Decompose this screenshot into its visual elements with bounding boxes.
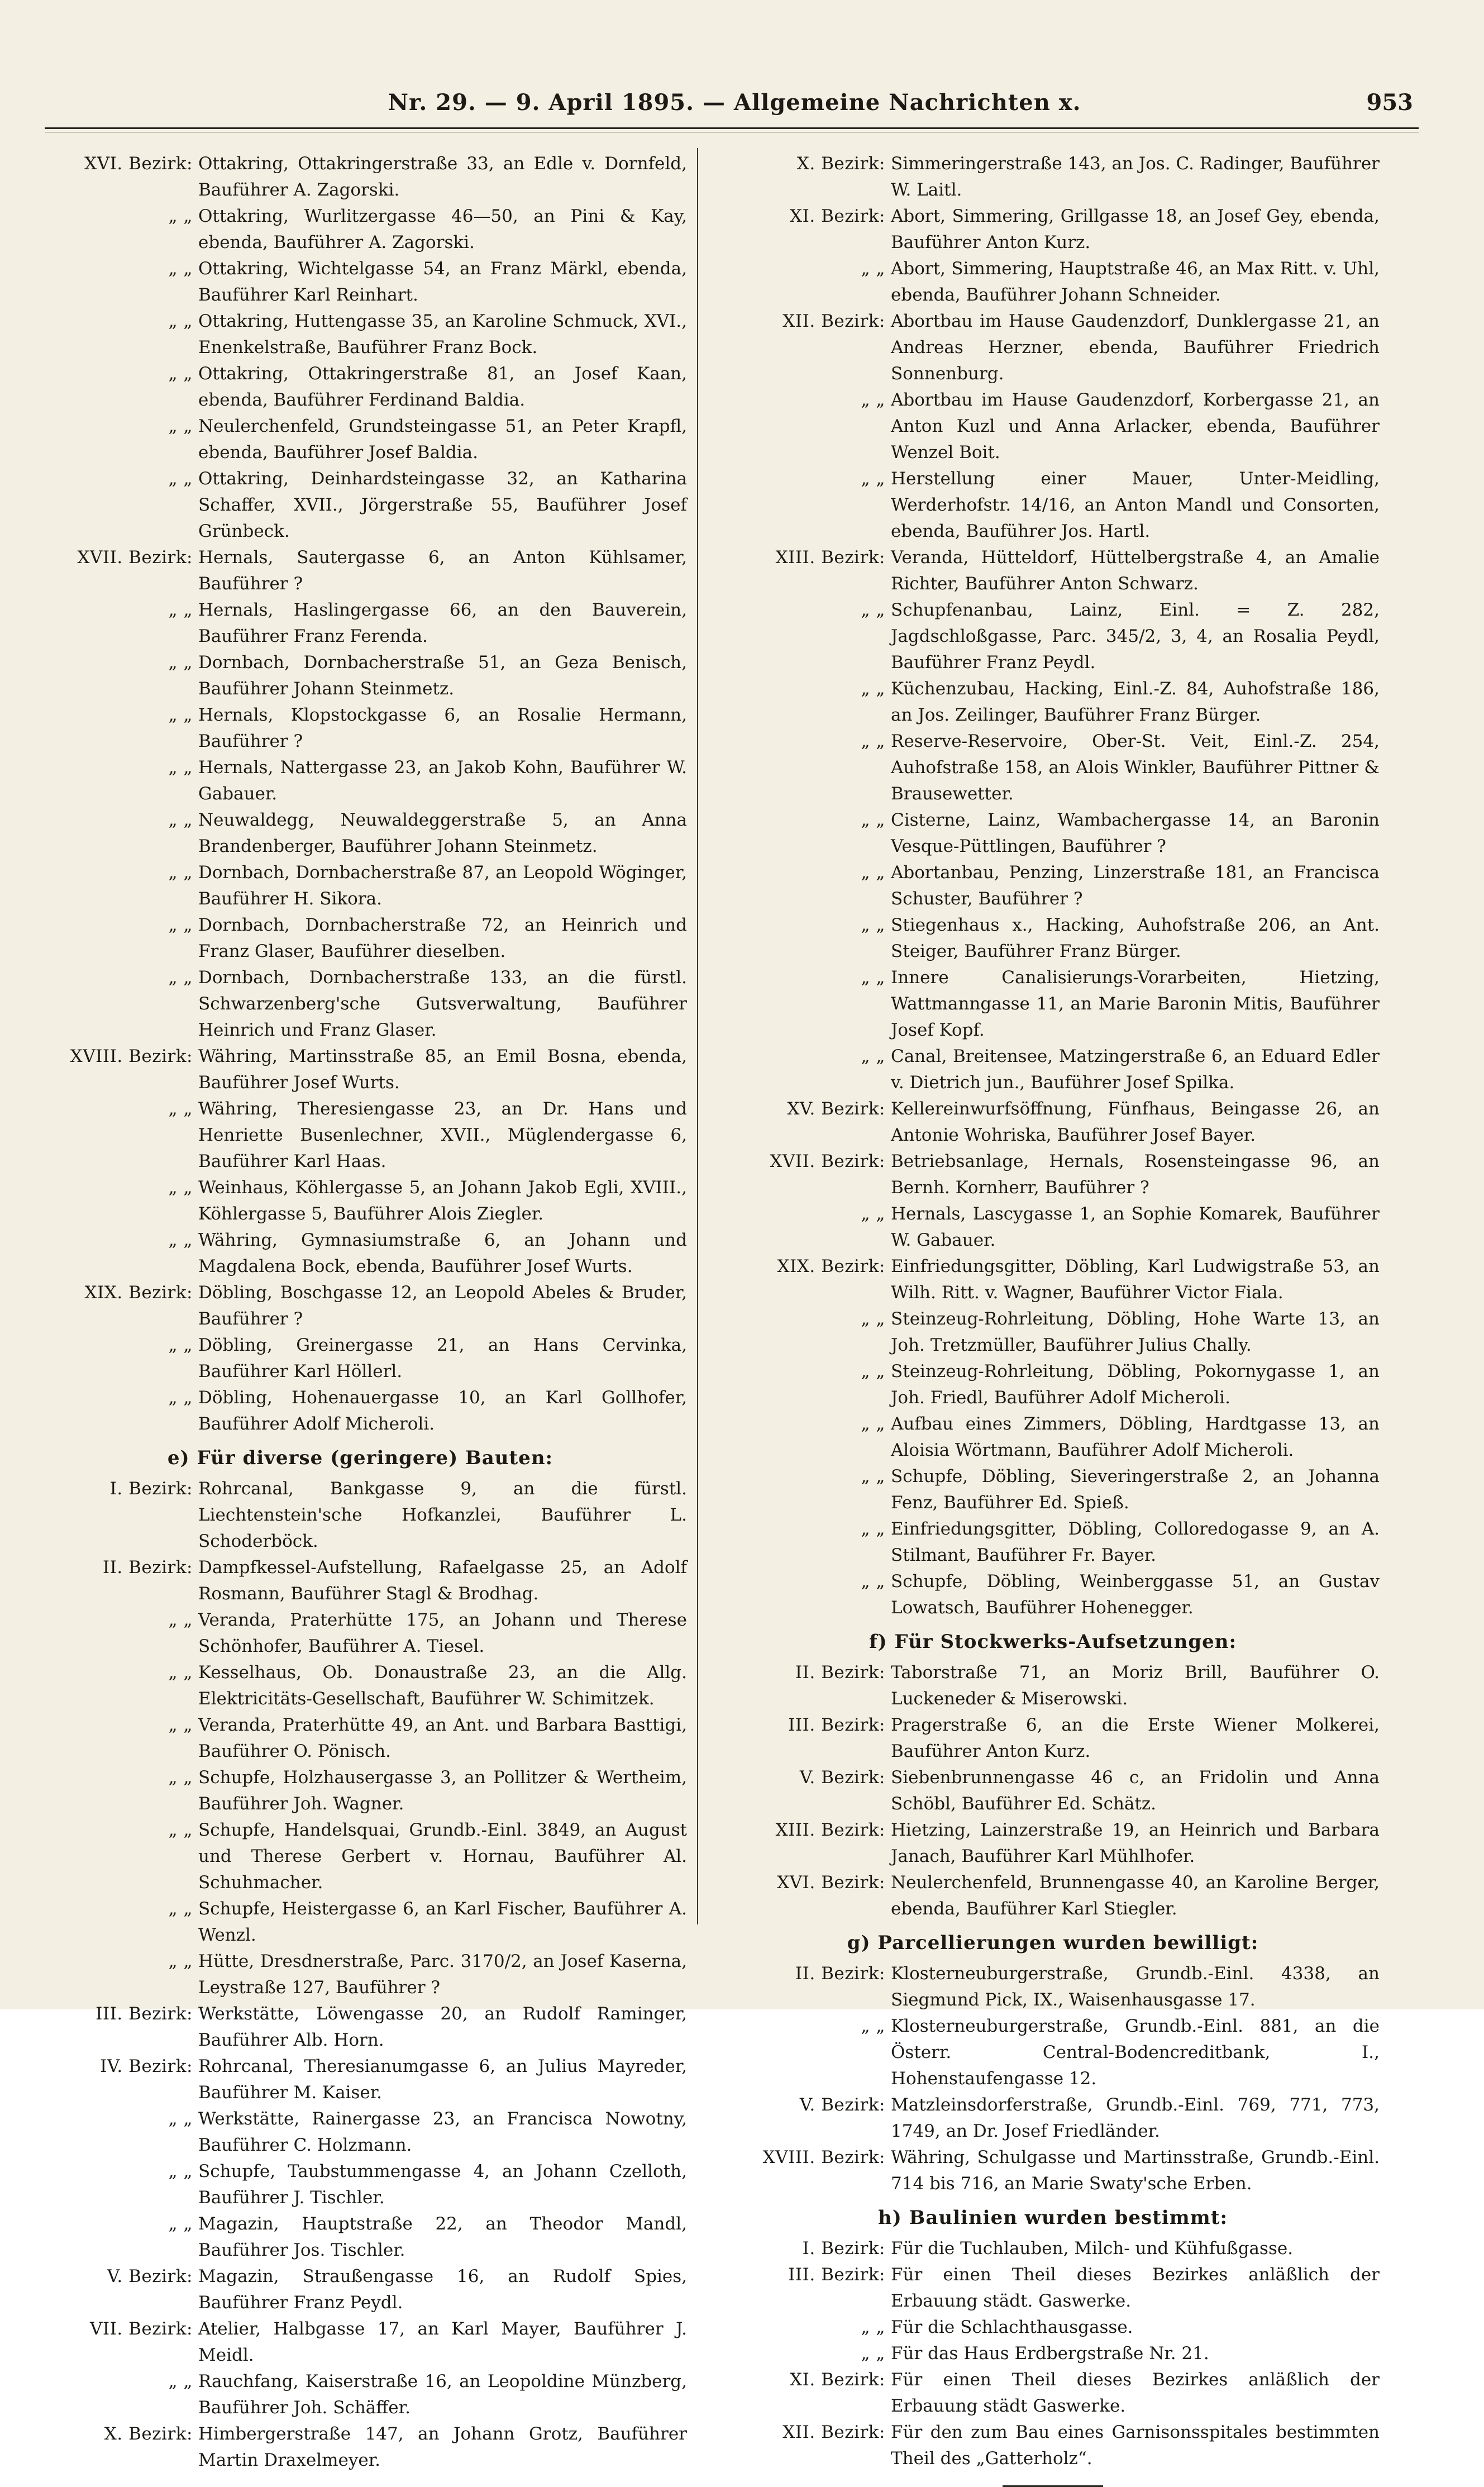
permit-entry bbox=[726, 860, 1380, 912]
entry-text: Schupfenanbau, Lainz, Einl. = Z. 282, Jagdschloßgasse, Parc. 345/2, 3, 4, an Rosalia Peydl, Bauführer Franz Peydl. bbox=[891, 600, 1380, 673]
permit-entry bbox=[726, 1817, 1380, 1870]
entry-text: Ottakring, Ottakringerstraße 81, an Josef Kaan, ebenda, Bauführer Ferdinand Baldia. bbox=[198, 364, 687, 410]
district-label: „ „ bbox=[168, 1388, 193, 1408]
permit-entry bbox=[726, 1660, 1380, 1712]
permit-entry bbox=[34, 755, 687, 807]
district-label: „ „ bbox=[861, 2343, 885, 2364]
entry-text: Hernals, Lascygasse 1, an Sophie Komarek, Bauführer W. Gabauer. bbox=[891, 1204, 1380, 1250]
entry-text: Abort, Simmering, Grillgasse 18, an Josef Gey, ebenda, Bauführer Anton Kurz. bbox=[891, 206, 1380, 252]
district-label: „ „ bbox=[861, 1309, 885, 1329]
entry-text: Schupfe, Döbling, Weinberggasse 51, an Gustav Lowatsch, Bauführer Hohenegger. bbox=[891, 1571, 1380, 1618]
district-label: XVII. Bezirk: bbox=[770, 1151, 885, 1171]
entry-text: Rohrcanal, Theresianumgasse 6, an Julius Mayreder, Bauführer M. Kaiser. bbox=[198, 2056, 687, 2103]
district-label: „ „ bbox=[861, 1466, 885, 1487]
entry-text: Magazin, Straußengasse 16, an Rudolf Spies, Bauführer Franz Peydl. bbox=[198, 2266, 687, 2313]
page-number: 953 bbox=[1366, 89, 1413, 116]
district-label: „ „ bbox=[168, 1715, 193, 1735]
district-label: „ „ bbox=[168, 259, 193, 279]
permit-entry bbox=[34, 650, 687, 702]
entry-text: Kesselhaus, Ob. Donaustraße 23, an die Allg. Elektricitäts-Gesellschaft, Bauführer W. Schimitzek. bbox=[198, 1662, 687, 1709]
entry-text: Kellereinwurfsöffnung, Fünfhaus, Beingasse 26, an Antonie Wohriska, Bauführer Josef Bayer. bbox=[891, 1099, 1380, 1145]
entry-text: Ottakring, Wichtelgasse 54, an Franz Märkl, ebenda, Bauführer Karl Reinhart. bbox=[198, 259, 687, 305]
left-column bbox=[34, 151, 687, 2474]
permit-entry bbox=[726, 1149, 1380, 1201]
entry-text: Atelier, Halbgasse 17, an Karl Mayer, Bauführer J. Meidl. bbox=[198, 2319, 687, 2365]
column-divider bbox=[697, 148, 698, 1924]
district-label: XII. Bezirk: bbox=[782, 2422, 885, 2442]
entry-text: Für einen Theil dieses Bezirkes anläßlich der Erbauung städt Gaswerke. bbox=[891, 2370, 1380, 2416]
district-label: „ „ bbox=[861, 731, 885, 751]
district-label: „ „ bbox=[168, 1610, 193, 1630]
district-label: „ „ bbox=[168, 311, 193, 331]
permit-entry bbox=[34, 1817, 687, 1896]
permit-entry bbox=[34, 2421, 687, 2474]
district-label: VII. Bezirk: bbox=[89, 2319, 193, 2339]
permit-entry bbox=[34, 1044, 687, 1096]
district-label: „ „ bbox=[861, 2317, 885, 2337]
entry-text: Pragerstraße 6, an die Erste Wiener Molkerei, Bauführer Anton Kurz. bbox=[891, 1715, 1380, 1761]
permit-entry bbox=[34, 2159, 687, 2211]
district-label: XVIII. Bezirk: bbox=[70, 1046, 193, 1066]
district-label: XV. Bezirk: bbox=[787, 1099, 885, 1119]
district-label: „ „ bbox=[168, 652, 193, 673]
permit-entry bbox=[34, 203, 687, 256]
entry-text: Dampfkessel-Aufstellung, Rafaelgasse 25, an Adolf Rosmann, Bauführer Stagl & Brodhag. bbox=[198, 1557, 687, 1604]
district-label: „ „ bbox=[168, 206, 193, 226]
entry-text: Einfriedungsgitter, Döbling, Karl Ludwigstraße 53, an Wilh. Ritt. v. Wagner, Bauführer Victor Fiala. bbox=[891, 1256, 1380, 1303]
permit-entry bbox=[726, 1569, 1380, 1621]
permit-entry bbox=[34, 1227, 687, 1280]
permit-entry bbox=[726, 1765, 1380, 1817]
permit-entry bbox=[34, 1948, 687, 2001]
permit-entry bbox=[34, 151, 687, 203]
entry-text: Abortbau im Hause Gaudenzdorf, Dunklergasse 21, an Andreas Herzner, ebenda, Bauführer Friedrich Sonnenburg. bbox=[891, 311, 1380, 384]
permit-entry bbox=[726, 2013, 1380, 2092]
entry-text: Schupfe, Taubstummengasse 4, an Johann Czelloth, Bauführer J. Tischler. bbox=[198, 2161, 687, 2208]
entry-text: Hütte, Dresdnerstraße, Parc. 3170/2, an Josef Kaserna, Leystraße 127, Bauführer ? bbox=[198, 1951, 687, 1998]
entry-text: Dornbach, Dornbacherstraße 72, an Heinrich und Franz Glaser, Bauführer dieselben. bbox=[198, 915, 687, 961]
entry-text: Simmeringerstraße 143, an Jos. C. Radinger, Bauführer W. Laitl. bbox=[891, 154, 1380, 200]
entry-text: Himbergerstraße 147, an Johann Grotz, Bauführer Martin Draxelmeyer. bbox=[198, 2424, 687, 2470]
district-label: „ „ bbox=[168, 757, 193, 778]
district-label: „ „ bbox=[168, 1662, 193, 1683]
district-label: X. Bezirk: bbox=[104, 2424, 193, 2444]
entry-text: Rauchfang, Kaiserstraße 16, an Leopoldine Münzberg, Bauführer Joh. Schäffer. bbox=[198, 2371, 687, 2418]
district-label: II. Bezirk: bbox=[795, 1964, 885, 1984]
permit-entry bbox=[34, 1712, 687, 1765]
district-label: V. Bezirk: bbox=[107, 2266, 193, 2286]
entry-text: Magazin, Hauptstraße 22, an Theodor Mandl, Bauführer Jos. Tischler. bbox=[198, 2214, 687, 2260]
permit-entry bbox=[34, 1660, 687, 1712]
permit-entry bbox=[34, 1280, 687, 1332]
permit-entry bbox=[34, 1332, 687, 1385]
right-column bbox=[726, 151, 1380, 2487]
entry-text: Ottakring, Wurlitzergasse 46—50, an Pini & Kay, ebenda, Bauführer A. Zagorski. bbox=[198, 206, 687, 252]
district-label: „ „ bbox=[168, 600, 193, 620]
entry-text: Weinhaus, Köhlergasse 5, an Johann Jakob Egli, XVIII., Köhlergasse 5, Bauführer Alois Ziegler. bbox=[198, 1178, 687, 1224]
permit-entry bbox=[726, 1464, 1380, 1516]
permit-entry bbox=[726, 965, 1380, 1044]
permit-entry bbox=[726, 912, 1380, 965]
entry-text: Abortbau im Hause Gaudenzdorf, Korbergasse 21, an Anton Kuzl und Anna Arlacker, ebenda, Bauführer Wenzel Boit. bbox=[891, 390, 1380, 463]
district-label: XVI. Bezirk: bbox=[84, 154, 193, 174]
entry-text: Hernals, Sautergasse 6, an Anton Kühlsamer, Bauführer ? bbox=[198, 547, 687, 594]
entry-text: Hernals, Nattergasse 23, an Jakob Kohn, Bauführer W. Gabauer. bbox=[198, 757, 687, 804]
entry-text: Dornbach, Dornbacherstraße 133, an die fürstl. Schwarzenberg'sche Gutsverwaltung, Bauführer Heinrich und Franz Glaser. bbox=[198, 968, 687, 1040]
entry-text: Hietzing, Lainzerstraße 19, an Heinrich und Barbara Janach, Bauführer Karl Mühlhofer. bbox=[891, 1820, 1380, 1866]
entry-text: Werkstätte, Löwengasse 20, an Rudolf Raminger, Bauführer Alb. Horn. bbox=[198, 2004, 687, 2050]
entry-text: Für die Schlachthausgasse. bbox=[891, 2317, 1133, 2337]
permit-entry bbox=[34, 860, 687, 912]
entry-text: Veranda, Praterhütte 49, an Ant. und Barbara Basttigi, Bauführer O. Pönisch. bbox=[198, 1715, 687, 1761]
permit-entry bbox=[726, 597, 1380, 676]
permit-entry bbox=[726, 676, 1380, 728]
district-label: „ „ bbox=[168, 1899, 193, 1919]
permit-entry bbox=[726, 1254, 1380, 1306]
permit-entry bbox=[34, 2369, 687, 2421]
permit-entry bbox=[726, 807, 1380, 860]
page-title: Nr. 29. — 9. April 1895. — Allgemeine Nachrichten x. bbox=[388, 89, 1081, 116]
district-label: „ „ bbox=[168, 416, 193, 436]
permit-entry bbox=[726, 728, 1380, 807]
district-label: „ „ bbox=[168, 915, 193, 935]
permit-entry bbox=[726, 466, 1380, 545]
permit-entry bbox=[726, 1359, 1380, 1411]
district-label: „ „ bbox=[168, 1820, 193, 1840]
section-heading: h) Baulinien wurden bestimmt: bbox=[877, 2207, 1228, 2229]
permit-entry bbox=[726, 1044, 1380, 1096]
district-label: „ „ bbox=[861, 1519, 885, 1539]
district-label: „ „ bbox=[168, 810, 193, 830]
entry-text: Veranda, Hütteldorf, Hüttelbergstraße 4, an Amalie Richter, Bauführer Anton Schwarz. bbox=[891, 547, 1380, 594]
district-label: „ „ bbox=[861, 1414, 885, 1434]
permit-entry bbox=[34, 2316, 687, 2369]
permit-entry bbox=[34, 413, 687, 466]
entry-text: Klosterneuburgerstraße, Grundb.-Einl. 881, an die Österr. Central-Bodencreditbank, I., Hohenstaufengasse 12. bbox=[891, 2016, 1380, 2089]
district-label: II. Bezirk: bbox=[795, 1662, 885, 1683]
permit-entry bbox=[34, 1385, 687, 1437]
entry-text: Neulerchenfeld, Grundsteingasse 51, an Peter Krapfl, ebenda, Bauführer Josef Baldia. bbox=[198, 416, 687, 463]
district-label: V. Bezirk: bbox=[799, 1767, 885, 1788]
permit-entry bbox=[34, 2106, 687, 2159]
district-label: XVII. Bezirk: bbox=[77, 547, 193, 568]
district-label: XVIII. Bezirk: bbox=[762, 2147, 885, 2167]
permit-entry bbox=[726, 1870, 1380, 1922]
district-label: XIII. Bezirk: bbox=[775, 1820, 885, 1840]
entry-text: Abortanbau, Penzing, Linzerstraße 181, an Francisca Schuster, Bauführer ? bbox=[891, 863, 1380, 909]
entry-text: Steinzeug-Rohrleitung, Döbling, Hohe Warte 13, an Joh. Tretzmüller, Bauführer Julius Chally. bbox=[891, 1309, 1380, 1355]
district-label: „ „ bbox=[861, 679, 885, 699]
permit-entry bbox=[34, 912, 687, 965]
entry-text: Rohrcanal, Bankgasse 9, an die fürstl. Liechtenstein'sche Hofkanzlei, Bauführer L. Schoderböck. bbox=[198, 1479, 687, 1551]
district-label: „ „ bbox=[861, 968, 885, 988]
permit-entry bbox=[726, 308, 1380, 387]
district-label: XIX. Bezirk: bbox=[777, 1256, 885, 1276]
entry-text: Siebenbrunnengasse 46 c, an Fridolin und Anna Schöbl, Bauführer Ed. Schätz. bbox=[891, 1767, 1380, 1814]
district-label: „ „ bbox=[168, 705, 193, 725]
entry-text: Schupfe, Döbling, Sieveringerstraße 2, an Johanna Fenz, Bauführer Ed. Spieß. bbox=[891, 1466, 1380, 1513]
permit-entry bbox=[726, 1516, 1380, 1569]
district-label: „ „ bbox=[861, 1571, 885, 1592]
district-label: „ „ bbox=[861, 863, 885, 883]
header-rule bbox=[45, 127, 1419, 129]
permit-entry bbox=[34, 1096, 687, 1175]
permit-entry bbox=[34, 256, 687, 308]
permit-entry bbox=[726, 2092, 1380, 2145]
district-label: „ „ bbox=[861, 1204, 885, 1224]
district-label: „ „ bbox=[168, 2109, 193, 2129]
entry-text: Betriebsanlage, Hernals, Rosensteingasse 96, an Bernh. Kornherr, Bauführer ? bbox=[891, 1151, 1380, 1198]
entry-text: Klosterneuburgerstraße, Grundb.-Einl. 4338, an Siegmund Pick, IX., Waisenhausgasse 17. bbox=[891, 1964, 1380, 2010]
district-label: „ „ bbox=[861, 810, 885, 830]
permit-entry bbox=[34, 2001, 687, 2054]
permit-entry bbox=[726, 1411, 1380, 1464]
entry-text: Aufbau eines Zimmers, Döbling, Hardtgasse 13, an Aloisia Wörtmann, Bauführer Adolf Micheroli. bbox=[891, 1414, 1380, 1460]
district-label: X. Bezirk: bbox=[796, 154, 885, 174]
entry-text: Schupfe, Handelsquai, Grundb.-Einl. 3849, an August und Therese Gerbert v. Hornau, Bauführer Al. Schuhmacher. bbox=[198, 1820, 687, 1893]
district-label: „ „ bbox=[861, 469, 885, 489]
district-label: V. Bezirk: bbox=[799, 2095, 885, 2115]
permit-entry bbox=[34, 2054, 687, 2106]
district-label: II. Bezirk: bbox=[102, 1557, 193, 1578]
entry-text: Für einen Theil dieses Bezirkes anläßlich der Erbauung städt. Gaswerke. bbox=[891, 2265, 1380, 2311]
entry-text: Währing, Theresiengasse 23, an Dr. Hans und Henriette Busenlechner, XVII., Müglendergasse 6, Bauführer Karl Haas. bbox=[198, 1099, 687, 1171]
permit-entry bbox=[34, 1765, 687, 1817]
entry-text: Canal, Breitensee, Matzingerstraße 6, an Eduard Edler v. Dietrich jun., Bauführer Josef Spilka. bbox=[891, 1046, 1380, 1093]
section-heading: g) Parcellierungen wurden bewilligt: bbox=[847, 1932, 1259, 1954]
entry-text: Ottakring, Deinhardsteingasse 32, an Katharina Schaffer, XVII., Jörgerstraße 55, Bauführer Josef Grünbeck. bbox=[198, 469, 687, 541]
district-label: XVI. Bezirk: bbox=[777, 1873, 885, 1893]
entry-text: Döbling, Boschgasse 12, an Leopold Abeles & Bruder, Bauführer ? bbox=[198, 1283, 687, 1329]
entry-text: Dornbach, Dornbacherstraße 87, an Leopold Wöginger, Bauführer H. Sikora. bbox=[198, 863, 687, 909]
entry-text: Währing, Gymnasiumstraße 6, an Johann und Magdalena Bock, ebenda, Bauführer Josef Wurts. bbox=[198, 1230, 687, 1276]
entry-text: Schupfe, Heistergasse 6, an Karl Fischer, Bauführer A. Wenzl. bbox=[198, 1899, 687, 1945]
entry-text: Küchenzubau, Hacking, Einl.-Z. 84, Auhofstraße 186, an Jos. Zeilinger, Bauführer Franz Bürger. bbox=[891, 679, 1380, 725]
district-label: III. Bezirk: bbox=[96, 2004, 193, 2024]
permit-entry bbox=[34, 308, 687, 361]
permit-entry bbox=[726, 203, 1380, 256]
district-label: III. Bezirk: bbox=[788, 1715, 885, 1735]
section-heading: e) Für diverse (geringere) Bauten: bbox=[167, 1447, 553, 1469]
entry-text: Einfriedungsgitter, Döbling, Colloredogasse 9, an A. Stilmant, Bauführer Fr. Bayer. bbox=[891, 1519, 1380, 1565]
district-label: „ „ bbox=[168, 364, 193, 384]
district-label: „ „ bbox=[861, 600, 885, 620]
entry-text: Herstellung einer Mauer, Unter-Meidling, Werderhofstr. 14/16, an Anton Mandl und Consorten, ebenda, Bauführer Jos. Hartl. bbox=[891, 469, 1380, 541]
district-label: I. Bezirk: bbox=[802, 2238, 885, 2259]
permit-entry bbox=[34, 1476, 687, 1555]
district-label: „ „ bbox=[168, 1767, 193, 1788]
permit-entry bbox=[726, 2314, 1380, 2341]
district-label: „ „ bbox=[168, 1335, 193, 1355]
permit-entry bbox=[726, 256, 1380, 308]
district-label: III. Bezirk: bbox=[788, 2265, 885, 2285]
entry-text: Für die Tuchlauben, Milch- und Kühfußgasse. bbox=[891, 2238, 1294, 2259]
permit-entry bbox=[34, 1175, 687, 1227]
permit-entry bbox=[726, 387, 1380, 466]
entry-text: Hernals, Klopstockgasse 6, an Rosalie Hermann, Bauführer ? bbox=[198, 705, 687, 751]
permit-entry bbox=[34, 466, 687, 545]
district-label: XIX. Bezirk: bbox=[84, 1283, 193, 1303]
permit-entry bbox=[726, 1961, 1380, 2013]
entry-text: Steinzeug-Rohrleitung, Döbling, Pokornygasse 1, an Joh. Friedl, Bauführer Adolf Micheroli. bbox=[891, 1361, 1380, 1408]
district-label: „ „ bbox=[861, 1046, 885, 1066]
permit-entry bbox=[726, 2367, 1380, 2419]
district-label: XIII. Bezirk: bbox=[775, 547, 885, 568]
entry-text: Innere Canalisierungs-Vorarbeiten, Hietzing, Wattmanngasse 11, an Marie Baronin Mitis, Bauführer Josef Kopf. bbox=[891, 968, 1380, 1040]
district-label: XI. Bezirk: bbox=[790, 2370, 885, 2390]
permit-entry bbox=[34, 702, 687, 755]
district-label: „ „ bbox=[168, 2214, 193, 2234]
permit-entry bbox=[34, 965, 687, 1044]
district-label: „ „ bbox=[861, 1361, 885, 1381]
permit-entry bbox=[726, 545, 1380, 597]
permit-entry bbox=[726, 1201, 1380, 1254]
permit-entry bbox=[34, 1555, 687, 1607]
entry-text: Döbling, Greinergasse 21, an Hans Cervinka, Bauführer Karl Höllerl. bbox=[198, 1335, 687, 1381]
permit-entry bbox=[726, 151, 1380, 203]
entry-text: Währing, Martinsstraße 85, an Emil Bosna, ebenda, Bauführer Josef Wurts. bbox=[198, 1046, 687, 1093]
district-label: „ „ bbox=[168, 1099, 193, 1119]
entry-text: Neulerchenfeld, Brunnengasse 40, an Karoline Berger, ebenda, Bauführer Karl Stiegler. bbox=[891, 1873, 1380, 1919]
district-label: „ „ bbox=[168, 2161, 193, 2181]
entry-text: Neuwaldegg, Neuwaldeggerstraße 5, an Anna Brandenberger, Bauführer Johann Steinmetz. bbox=[198, 810, 687, 856]
entry-text: Cisterne, Lainz, Wambachergasse 14, an Baronin Vesque-Püttlingen, Bauführer ? bbox=[891, 810, 1380, 856]
district-label: „ „ bbox=[168, 1230, 193, 1250]
entry-text: Ottakring, Huttengasse 35, an Karoline Schmuck, XVI., Enenkelstraße, Bauführer Franz Bock. bbox=[198, 311, 687, 358]
district-label: XI. Bezirk: bbox=[790, 206, 885, 226]
entry-text: Währing, Schulgasse und Martinsstraße, Grundb.-Einl. 714 bis 716, an Marie Swaty'sche Erben. bbox=[891, 2147, 1380, 2194]
section-heading: f) Für Stockwerks-Aufsetzungen: bbox=[869, 1631, 1237, 1653]
entry-text: Hernals, Haslingergasse 66, an den Bauverein, Bauführer Franz Ferenda. bbox=[198, 600, 687, 646]
entry-text: Matzleinsdorferstraße, Grundb.-Einl. 769, 771, 773, 1749, an Dr. Josef Friedländer. bbox=[891, 2095, 1380, 2141]
permit-entry bbox=[34, 807, 687, 860]
permit-entry bbox=[34, 1607, 687, 1660]
district-label: „ „ bbox=[168, 1951, 193, 1971]
permit-entry bbox=[726, 2236, 1380, 2262]
district-label: „ „ bbox=[168, 863, 193, 883]
entry-text: Dornbach, Dornbacherstraße 51, an Geza Benisch, Bauführer Johann Steinmetz. bbox=[198, 652, 687, 699]
entry-text: Taborstraße 71, an Moriz Brill, Bauführer O. Luckeneder & Miserowski. bbox=[891, 1662, 1380, 1709]
permit-entry bbox=[726, 2419, 1380, 2472]
permit-entry bbox=[34, 597, 687, 650]
district-label: „ „ bbox=[861, 259, 885, 279]
permit-entry bbox=[726, 2341, 1380, 2367]
permit-entry bbox=[34, 2264, 687, 2316]
district-label: „ „ bbox=[168, 1178, 193, 1198]
entry-text: Abort, Simmering, Hauptstraße 46, an Max Ritt. v. Uhl, ebenda, Bauführer Johann Schneider. bbox=[891, 259, 1380, 305]
district-label: XII. Bezirk: bbox=[782, 311, 885, 331]
entry-text: Für den zum Bau eines Garnisonsspitales bestimmten Theil des „Gatterholz“. bbox=[891, 2422, 1380, 2469]
district-label: IV. Bezirk: bbox=[100, 2056, 193, 2076]
entry-text: Werkstätte, Rainergasse 23, an Francisca Nowotny, Bauführer C. Holzmann. bbox=[198, 2109, 687, 2155]
permit-entry bbox=[726, 1306, 1380, 1359]
permit-entry bbox=[34, 361, 687, 413]
district-label: „ „ bbox=[861, 915, 885, 935]
entry-text: Veranda, Praterhütte 175, an Johann und Therese Schönhofer, Bauführer A. Tiesel. bbox=[198, 1610, 687, 1656]
district-label: „ „ bbox=[861, 390, 885, 410]
permit-entry bbox=[726, 1712, 1380, 1765]
entry-text: Reserve-Reservoire, Ober-St. Veit, Einl.-Z. 254, Auhofstraße 158, an Alois Winkler, Bauführer Pittner & Brausewetter. bbox=[891, 731, 1380, 804]
district-label: „ „ bbox=[168, 469, 193, 489]
permit-entry bbox=[726, 2262, 1380, 2314]
entry-text: Döbling, Hohenauergasse 10, an Karl Gollhofer, Bauführer Adolf Micheroli. bbox=[198, 1388, 687, 1434]
district-label: „ „ bbox=[861, 2016, 885, 2036]
permit-entry bbox=[34, 2211, 687, 2264]
entry-text: Stiegenhaus x., Hacking, Auhofstraße 206, an Ant. Steiger, Bauführer Franz Bürger. bbox=[891, 915, 1380, 961]
permit-entry bbox=[34, 545, 687, 597]
permit-entry bbox=[726, 1096, 1380, 1149]
entry-text: Ottakring, Ottakringerstraße 33, an Edle v. Dornfeld, Bauführer A. Zagorski. bbox=[198, 154, 687, 200]
district-label: „ „ bbox=[168, 2371, 193, 2391]
district-label: „ „ bbox=[168, 968, 193, 988]
entry-text: Für das Haus Erdbergstraße Nr. 21. bbox=[891, 2343, 1209, 2364]
page-header bbox=[56, 89, 1413, 128]
district-label: I. Bezirk: bbox=[109, 1479, 193, 1499]
entry-text: Schupfe, Holzhausergasse 3, an Pollitzer & Wertheim, Bauführer Joh. Wagner. bbox=[198, 1767, 687, 1814]
permit-entry bbox=[726, 2145, 1380, 2197]
permit-entry bbox=[34, 1896, 687, 1948]
